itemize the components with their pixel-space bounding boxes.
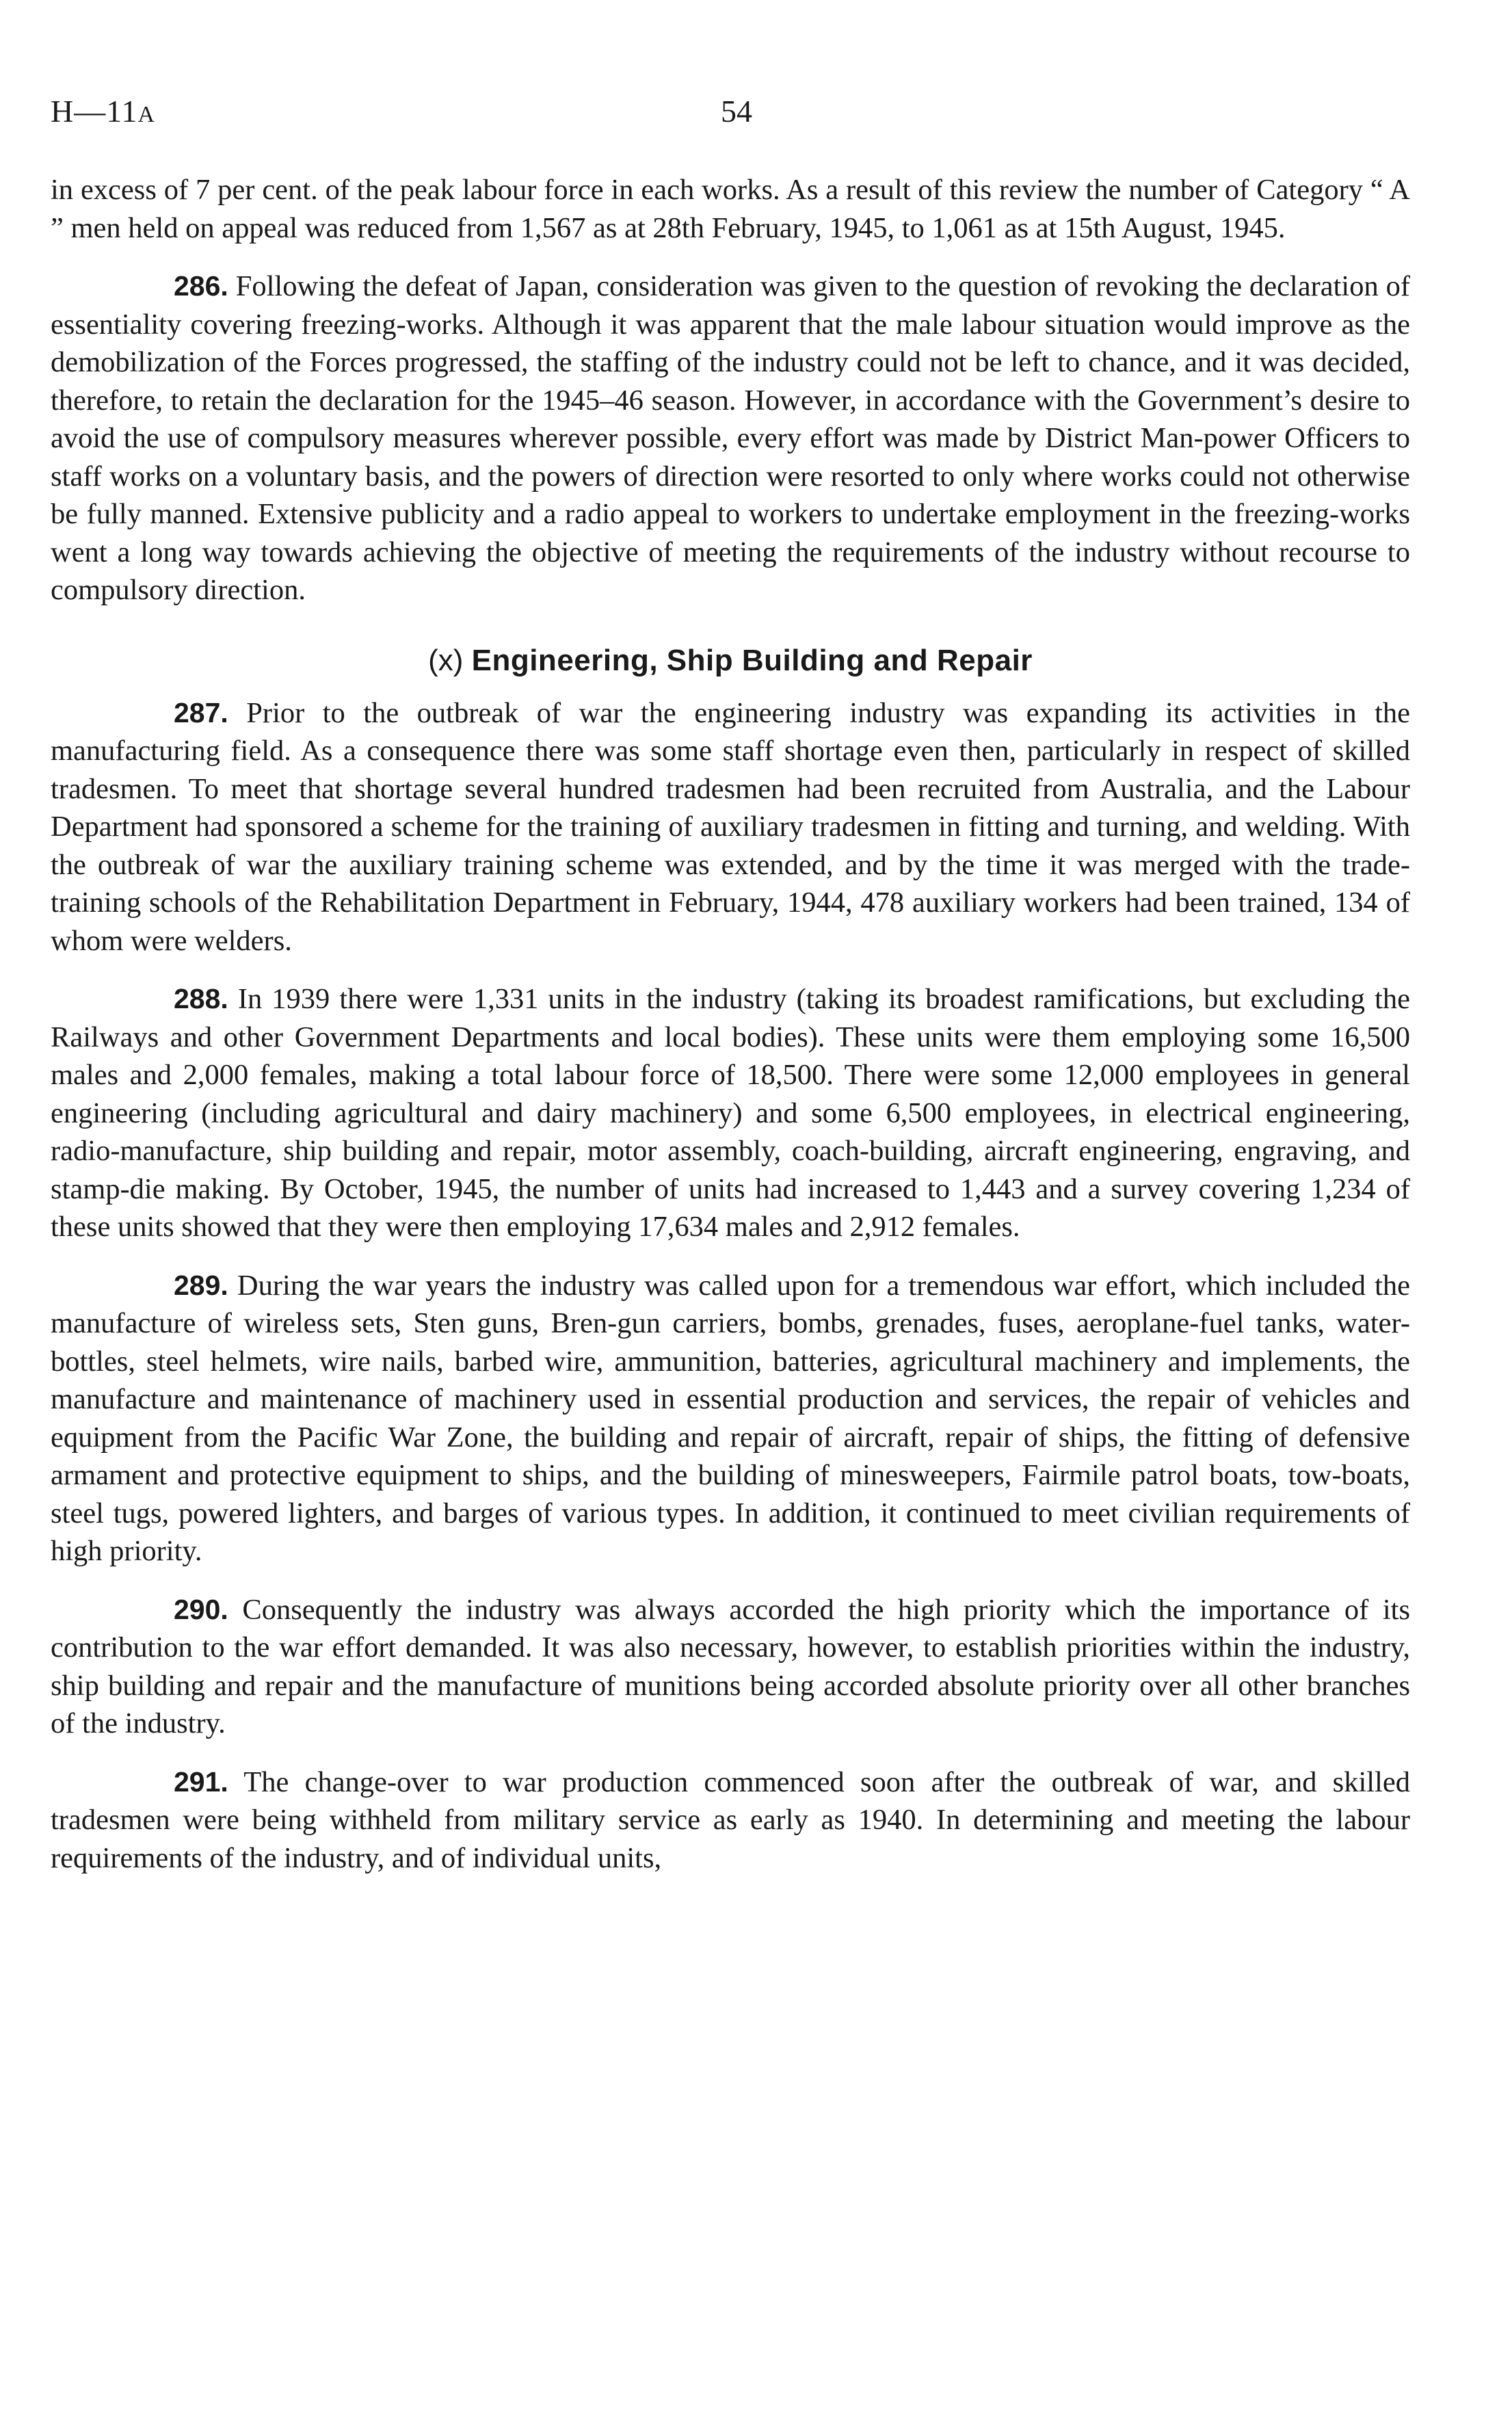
paragraph-text: Prior to the outbreak of war the engineering industry was expanding its activities in the manufacturing field. As a consequence there was some staff shortage even then, particularly in respect of skilled tradesmen. To meet that shortage several hundred tradesmen had been recruited from Australia, and the Labour Department had sponsored a scheme for the training of auxiliary tradesmen in fitting and turning, and welding. With the outbreak of war the auxiliary training scheme was extended, and by the time it was merged with the trade-training schools of the Rehabilitation Department in February, 1944, 478 auxiliary workers had been trained, 134 of whom were welders. (51, 696, 1410, 957)
paragraph-number: 286. (174, 270, 228, 302)
section-heading (51, 641, 1410, 681)
paragraph-291 (51, 1763, 1410, 1878)
paragraph-288 (51, 980, 1410, 1246)
section-label: (x) (428, 643, 464, 677)
paragraph-287 (51, 694, 1410, 960)
paragraph-number: 288. (174, 983, 228, 1014)
paragraph-number: 290. (174, 1593, 228, 1625)
paragraph-290 (51, 1591, 1410, 1743)
document-code (51, 88, 155, 139)
intro-paragraph: in excess of 7 per cent. of the peak labour force in each works. As a result of this review the number of Category “ A ” men held on appeal was reduced from 1,567 as at 28th February, 1945, to 1,061 as at 15th August, 1945. (51, 174, 1410, 244)
paragraph-number: 289. (174, 1269, 228, 1301)
paragraph-text: The change-over to war production commenced soon after the outbreak of war, and skilled tradesmen were being withheld from military service as early as 1940. In determining and meeting the labour requirements of the industry, and of individual units, (51, 1765, 1410, 1874)
paragraph-number: 291. (174, 1765, 228, 1798)
paragraph-number: 287. (174, 696, 228, 728)
paragraph-286 (51, 267, 1410, 609)
section-title: Engineering, Ship Building and Repair (471, 643, 1033, 677)
page-number: 54 (721, 94, 752, 129)
paragraph-text: During the war years the industry was called upon for a tremendous war effort, which included the manufacture of wireless sets, Sten guns, Bren-gun carriers, bombs, grenades, fuses, aeroplane-fuel tanks, water-bottles, steel helmets, wire nails, barbed wire, ammunition, batteries, agricultural machinery and implements, the manufacture and maintenance of machinery used in essential production and services, the repair of vehicles and equipment from the Pacific War Zone, the building and repair of aircraft, repair of ships, the fitting of defensive armament and protective equipment to ships, and the building of minesweepers, Fairmile patrol boats, tow-boats, steel tugs, powered lighters, and barges of various types. In addition, it continued to meet civilian requirements of high priority. (51, 1269, 1411, 1567)
paragraph-text: Following the defeat of Japan, consideration was given to the question of revoking the declaration of essentiality covering freezing-works. Although it was apparent that the male labour situation would improve as the demobilization of the Forces progressed, the staffing of the industry could not be left to chance, and it was decided, therefore, to retain the declaration for the 1945–46 season. However, in accordance with the Government’s desire to avoid the use of compulsory measures wherever possible, every effort was made by District Man-power Officers to staff works on a voluntary basis, and the powers of direction were resorted to only where works could not otherwise be fully manned. Extensive publicity and a radio appeal to workers to undertake employment in the freezing-works went a long way towards achieving the objective of meeting the requirements of the industry without recourse to compulsory direction. (51, 270, 1411, 606)
page-header (51, 88, 1418, 135)
body-text (51, 171, 1410, 1877)
paragraph-289 (51, 1267, 1410, 1571)
paragraph-text: In 1939 there were 1,331 units in the industry (taking its broadest ramifications, but excluding the Railways and other Government Departments and local bodies). These units were them employing some 16,500 males and 2,000 females, making a total labour force of 18,500. There were some 12,000 employees in general engineering (including agricultural and dairy machinery) and some 6,500 employees, in electrical engineering, radio-manufacture, ship building and repair, motor assembly, coach-building, aircraft engineering, engraving, and stamp-die making. By October, 1945, the number of units had increased to 1,443 and a survey covering 1,234 of these units showed that they were then employing 17,634 males and 2,912 females. (51, 983, 1411, 1243)
document-code-main: H—11 (51, 94, 138, 129)
document-code-suffix: A (137, 102, 156, 127)
paragraph-text: Consequently the industry was always accorded the high priority which the importance of its contribution to the war effort demanded. It was also necessary, however, to establish priorities within the industry, ship building and repair and the manufacture of munitions being accorded absolute priority over all other branches of the industry. (51, 1593, 1410, 1739)
